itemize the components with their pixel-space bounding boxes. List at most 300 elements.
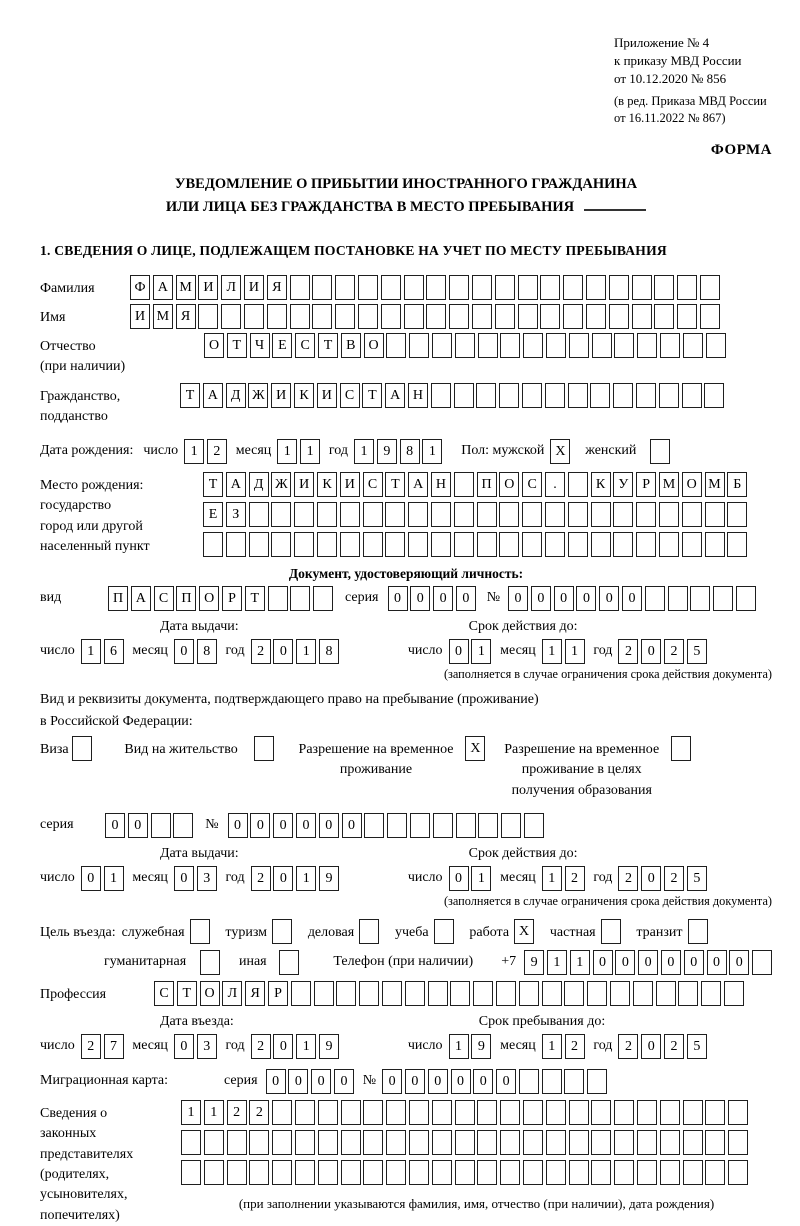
- char-box[interactable]: [359, 981, 379, 1006]
- char-box[interactable]: [476, 383, 496, 408]
- char-box[interactable]: [724, 981, 744, 1006]
- char-box[interactable]: [472, 275, 492, 300]
- char-box[interactable]: [682, 532, 702, 557]
- char-box[interactable]: 5: [687, 639, 707, 664]
- identity-expiry-month[interactable]: [542, 639, 588, 664]
- char-box[interactable]: 2: [618, 1034, 638, 1059]
- char-box[interactable]: [313, 586, 333, 611]
- char-box[interactable]: [591, 1100, 611, 1125]
- char-box[interactable]: [728, 1160, 748, 1185]
- char-box[interactable]: [272, 1130, 292, 1155]
- char-box[interactable]: 0: [311, 1069, 331, 1094]
- char-box[interactable]: 0: [599, 586, 619, 611]
- char-box[interactable]: [364, 813, 384, 838]
- char-box[interactable]: 0: [319, 813, 339, 838]
- char-box[interactable]: [454, 502, 474, 527]
- purpose-turizm-checkbox[interactable]: [272, 919, 295, 944]
- identity-kind-input[interactable]: [108, 586, 336, 611]
- birth-month-input[interactable]: [277, 439, 323, 464]
- char-box[interactable]: [409, 1160, 429, 1185]
- char-box[interactable]: Т: [318, 333, 338, 358]
- char-box[interactable]: [705, 502, 725, 527]
- char-box[interactable]: М: [705, 472, 725, 497]
- char-box[interactable]: 1: [471, 639, 491, 664]
- char-box[interactable]: [341, 1130, 361, 1155]
- char-box[interactable]: [317, 532, 337, 557]
- char-box[interactable]: 0: [288, 1069, 308, 1094]
- representatives-input-2[interactable]: [181, 1130, 751, 1155]
- char-box[interactable]: И: [244, 275, 264, 300]
- char-box[interactable]: [518, 275, 538, 300]
- char-box[interactable]: 3: [197, 866, 217, 891]
- migration-number-input[interactable]: [382, 1069, 610, 1094]
- char-box[interactable]: 1: [449, 1034, 469, 1059]
- char-box[interactable]: [500, 1160, 520, 1185]
- char-box[interactable]: 0: [105, 813, 125, 838]
- residence-issue-month[interactable]: [174, 866, 220, 891]
- char-box[interactable]: 0: [707, 950, 727, 975]
- residence-series-input[interactable]: [105, 813, 196, 838]
- char-box[interactable]: 0: [250, 813, 270, 838]
- char-box[interactable]: А: [408, 472, 428, 497]
- char-box[interactable]: [500, 333, 520, 358]
- char-box[interactable]: [752, 950, 772, 975]
- char-box[interactable]: [279, 950, 299, 975]
- char-box[interactable]: Н: [431, 472, 451, 497]
- char-box[interactable]: 1: [422, 439, 442, 464]
- char-box[interactable]: [477, 502, 497, 527]
- char-box[interactable]: [434, 919, 454, 944]
- char-box[interactable]: С: [340, 383, 360, 408]
- char-box[interactable]: [591, 502, 611, 527]
- char-box[interactable]: О: [682, 472, 702, 497]
- char-box[interactable]: [700, 304, 720, 329]
- char-box[interactable]: Т: [227, 333, 247, 358]
- birth-place-input-1[interactable]: [203, 472, 750, 497]
- char-box[interactable]: 0: [684, 950, 704, 975]
- char-box[interactable]: 1: [184, 439, 204, 464]
- char-box[interactable]: [290, 275, 310, 300]
- char-box[interactable]: [272, 1160, 292, 1185]
- char-box[interactable]: [181, 1130, 201, 1155]
- char-box[interactable]: 0: [729, 950, 749, 975]
- char-box[interactable]: [341, 1160, 361, 1185]
- char-box[interactable]: Т: [177, 981, 197, 1006]
- char-box[interactable]: [690, 586, 710, 611]
- sex-male-checkbox[interactable]: [550, 439, 573, 464]
- char-box[interactable]: [226, 532, 246, 557]
- char-box[interactable]: [432, 333, 452, 358]
- char-box[interactable]: И: [294, 472, 314, 497]
- char-box[interactable]: 0: [576, 586, 596, 611]
- residence-expiry-day[interactable]: [449, 866, 495, 891]
- char-box[interactable]: [363, 1100, 383, 1125]
- char-box[interactable]: [568, 383, 588, 408]
- char-box[interactable]: [404, 304, 424, 329]
- char-box[interactable]: [499, 383, 519, 408]
- char-box[interactable]: [312, 275, 332, 300]
- char-box[interactable]: [381, 304, 401, 329]
- char-box[interactable]: [540, 275, 560, 300]
- birth-place-input-2[interactable]: [203, 502, 750, 527]
- char-box[interactable]: [660, 1160, 680, 1185]
- char-box[interactable]: Ж: [248, 383, 268, 408]
- char-box[interactable]: [408, 502, 428, 527]
- char-box[interactable]: 2: [664, 639, 684, 664]
- char-box[interactable]: Л: [221, 275, 241, 300]
- name-input[interactable]: [130, 304, 723, 329]
- char-box[interactable]: 1: [570, 950, 590, 975]
- char-box[interactable]: [546, 1100, 566, 1125]
- char-box[interactable]: 1: [277, 439, 297, 464]
- char-box[interactable]: 2: [227, 1100, 247, 1125]
- char-box[interactable]: 0: [273, 813, 293, 838]
- char-box[interactable]: [290, 586, 310, 611]
- char-box[interactable]: [449, 304, 469, 329]
- entry-day[interactable]: [81, 1034, 127, 1059]
- char-box[interactable]: [249, 532, 269, 557]
- representatives-input-1[interactable]: [181, 1100, 751, 1125]
- surname-input[interactable]: [130, 275, 723, 300]
- char-box[interactable]: 5: [687, 866, 707, 891]
- char-box[interactable]: 2: [664, 866, 684, 891]
- char-box[interactable]: [294, 532, 314, 557]
- char-box[interactable]: Т: [245, 586, 265, 611]
- char-box[interactable]: [341, 1100, 361, 1125]
- char-box[interactable]: [496, 981, 516, 1006]
- char-box[interactable]: [72, 736, 92, 761]
- char-box[interactable]: [688, 919, 708, 944]
- char-box[interactable]: X: [465, 736, 485, 761]
- char-box[interactable]: У: [613, 472, 633, 497]
- char-box[interactable]: [609, 304, 629, 329]
- char-box[interactable]: Я: [245, 981, 265, 1006]
- char-box[interactable]: [477, 532, 497, 557]
- char-box[interactable]: [601, 919, 621, 944]
- visa-checkbox[interactable]: [72, 736, 95, 761]
- char-box[interactable]: Т: [180, 383, 200, 408]
- char-box[interactable]: [668, 586, 688, 611]
- char-box[interactable]: [522, 502, 542, 527]
- char-box[interactable]: 0: [428, 1069, 448, 1094]
- char-box[interactable]: [522, 383, 542, 408]
- char-box[interactable]: [654, 304, 674, 329]
- char-box[interactable]: [677, 275, 697, 300]
- char-box[interactable]: [363, 1130, 383, 1155]
- char-box[interactable]: [700, 275, 720, 300]
- char-box[interactable]: Р: [636, 472, 656, 497]
- char-box[interactable]: 0: [449, 866, 469, 891]
- char-box[interactable]: 0: [661, 950, 681, 975]
- char-box[interactable]: 2: [251, 639, 271, 664]
- residence-expiry-year[interactable]: [618, 866, 709, 891]
- char-box[interactable]: [272, 919, 292, 944]
- char-box[interactable]: О: [204, 333, 224, 358]
- char-box[interactable]: К: [317, 472, 337, 497]
- identity-series-input[interactable]: [388, 586, 479, 611]
- char-box[interactable]: 7: [104, 1034, 124, 1059]
- char-box[interactable]: [477, 1100, 497, 1125]
- char-box[interactable]: [614, 1160, 634, 1185]
- char-box[interactable]: 0: [128, 813, 148, 838]
- char-box[interactable]: [204, 1130, 224, 1155]
- char-box[interactable]: [569, 1160, 589, 1185]
- citizenship-input[interactable]: [180, 383, 727, 408]
- purpose-tranzit-checkbox[interactable]: [688, 919, 711, 944]
- char-box[interactable]: [677, 304, 697, 329]
- char-box[interactable]: 1: [547, 950, 567, 975]
- char-box[interactable]: [386, 1160, 406, 1185]
- birth-place-input-3[interactable]: [203, 532, 750, 557]
- char-box[interactable]: 1: [542, 639, 562, 664]
- char-box[interactable]: [449, 275, 469, 300]
- residence-expiry-month[interactable]: [542, 866, 588, 891]
- char-box[interactable]: [387, 813, 407, 838]
- char-box[interactable]: [524, 813, 544, 838]
- purpose-gumanitarnaya-checkbox[interactable]: [200, 950, 223, 975]
- char-box[interactable]: 1: [300, 439, 320, 464]
- char-box[interactable]: [200, 950, 220, 975]
- char-box[interactable]: [272, 1100, 292, 1125]
- char-box[interactable]: [569, 1130, 589, 1155]
- char-box[interactable]: [335, 275, 355, 300]
- char-box[interactable]: 1: [296, 639, 316, 664]
- char-box[interactable]: В: [341, 333, 361, 358]
- char-box[interactable]: [455, 1160, 475, 1185]
- char-box[interactable]: [495, 304, 515, 329]
- char-box[interactable]: [358, 275, 378, 300]
- char-box[interactable]: [473, 981, 493, 1006]
- char-box[interactable]: 0: [641, 1034, 661, 1059]
- stay-month[interactable]: [542, 1034, 588, 1059]
- char-box[interactable]: [683, 1130, 703, 1155]
- char-box[interactable]: [728, 1100, 748, 1125]
- char-box[interactable]: [495, 275, 515, 300]
- char-box[interactable]: 5: [687, 1034, 707, 1059]
- char-box[interactable]: [386, 1100, 406, 1125]
- char-box[interactable]: [318, 1100, 338, 1125]
- char-box[interactable]: 1: [296, 1034, 316, 1059]
- char-box[interactable]: [386, 333, 406, 358]
- char-box[interactable]: [249, 1130, 269, 1155]
- char-box[interactable]: [705, 1100, 725, 1125]
- char-box[interactable]: [546, 1130, 566, 1155]
- char-box[interactable]: [426, 304, 446, 329]
- char-box[interactable]: [295, 1160, 315, 1185]
- char-box[interactable]: [587, 981, 607, 1006]
- char-box[interactable]: [181, 1160, 201, 1185]
- char-box[interactable]: О: [199, 586, 219, 611]
- char-box[interactable]: [478, 333, 498, 358]
- char-box[interactable]: [564, 1069, 584, 1094]
- char-box[interactable]: [431, 532, 451, 557]
- char-box[interactable]: 2: [249, 1100, 269, 1125]
- char-box[interactable]: [586, 275, 606, 300]
- char-box[interactable]: [613, 383, 633, 408]
- char-box[interactable]: 8: [400, 439, 420, 464]
- char-box[interactable]: Д: [249, 472, 269, 497]
- char-box[interactable]: [359, 919, 379, 944]
- char-box[interactable]: П: [176, 586, 196, 611]
- char-box[interactable]: [546, 333, 566, 358]
- char-box[interactable]: 0: [641, 866, 661, 891]
- char-box[interactable]: [477, 1130, 497, 1155]
- char-box[interactable]: [499, 502, 519, 527]
- char-box[interactable]: [636, 502, 656, 527]
- char-box[interactable]: А: [385, 383, 405, 408]
- char-box[interactable]: [363, 1160, 383, 1185]
- char-box[interactable]: 0: [405, 1069, 425, 1094]
- char-box[interactable]: Т: [203, 472, 223, 497]
- char-box[interactable]: [318, 1130, 338, 1155]
- char-box[interactable]: И: [130, 304, 150, 329]
- char-box[interactable]: [659, 532, 679, 557]
- char-box[interactable]: [454, 383, 474, 408]
- char-box[interactable]: 9: [377, 439, 397, 464]
- char-box[interactable]: [613, 502, 633, 527]
- char-box[interactable]: 1: [565, 639, 585, 664]
- char-box[interactable]: [404, 275, 424, 300]
- char-box[interactable]: [314, 981, 334, 1006]
- char-box[interactable]: [501, 813, 521, 838]
- char-box[interactable]: [363, 532, 383, 557]
- purpose-chastnaya-checkbox[interactable]: [601, 919, 624, 944]
- char-box[interactable]: 2: [618, 639, 638, 664]
- char-box[interactable]: 1: [81, 639, 101, 664]
- char-box[interactable]: [381, 275, 401, 300]
- char-box[interactable]: 2: [664, 1034, 684, 1059]
- char-box[interactable]: К: [591, 472, 611, 497]
- char-box[interactable]: 2: [565, 866, 585, 891]
- char-box[interactable]: [683, 1100, 703, 1125]
- char-box[interactable]: [660, 1130, 680, 1155]
- char-box[interactable]: [614, 1100, 634, 1125]
- char-box[interactable]: 2: [251, 1034, 271, 1059]
- char-box[interactable]: Я: [267, 275, 287, 300]
- char-box[interactable]: [382, 981, 402, 1006]
- residence-permit-checkbox[interactable]: [254, 736, 277, 761]
- char-box[interactable]: И: [198, 275, 218, 300]
- stay-year[interactable]: [618, 1034, 709, 1059]
- char-box[interactable]: П: [477, 472, 497, 497]
- char-box[interactable]: С: [154, 586, 174, 611]
- char-box[interactable]: [728, 1130, 748, 1155]
- residence-issue-day[interactable]: [81, 866, 127, 891]
- char-box[interactable]: [432, 1130, 452, 1155]
- residence-number-input[interactable]: [228, 813, 547, 838]
- char-box[interactable]: С: [363, 472, 383, 497]
- char-box[interactable]: [317, 502, 337, 527]
- char-box[interactable]: М: [659, 472, 679, 497]
- char-box[interactable]: [385, 502, 405, 527]
- char-box[interactable]: [545, 502, 565, 527]
- char-box[interactable]: О: [364, 333, 384, 358]
- char-box[interactable]: [736, 586, 756, 611]
- char-box[interactable]: [568, 532, 588, 557]
- char-box[interactable]: 2: [251, 866, 271, 891]
- char-box[interactable]: [523, 1160, 543, 1185]
- char-box[interactable]: Р: [268, 981, 288, 1006]
- char-box[interactable]: [659, 502, 679, 527]
- patronymic-input[interactable]: [204, 333, 728, 358]
- char-box[interactable]: [592, 333, 612, 358]
- char-box[interactable]: 0: [266, 1069, 286, 1094]
- char-box[interactable]: [249, 1160, 269, 1185]
- char-box[interactable]: [428, 981, 448, 1006]
- char-box[interactable]: [203, 532, 223, 557]
- char-box[interactable]: 0: [342, 813, 362, 838]
- char-box[interactable]: 0: [174, 639, 194, 664]
- char-box[interactable]: 1: [354, 439, 374, 464]
- char-box[interactable]: [614, 333, 634, 358]
- char-box[interactable]: [500, 1130, 520, 1155]
- char-box[interactable]: И: [271, 383, 291, 408]
- char-box[interactable]: [271, 532, 291, 557]
- char-box[interactable]: Ч: [250, 333, 270, 358]
- char-box[interactable]: Ж: [271, 472, 291, 497]
- stay-day[interactable]: [449, 1034, 495, 1059]
- char-box[interactable]: [249, 502, 269, 527]
- char-box[interactable]: [523, 333, 543, 358]
- char-box[interactable]: 1: [542, 866, 562, 891]
- char-box[interactable]: К: [294, 383, 314, 408]
- char-box[interactable]: [706, 333, 726, 358]
- sex-female-checkbox[interactable]: [650, 439, 673, 464]
- char-box[interactable]: [431, 502, 451, 527]
- char-box[interactable]: 0: [615, 950, 635, 975]
- char-box[interactable]: [386, 1130, 406, 1155]
- char-box[interactable]: 9: [319, 1034, 339, 1059]
- char-box[interactable]: М: [153, 304, 173, 329]
- char-box[interactable]: [701, 981, 721, 1006]
- char-box[interactable]: [408, 532, 428, 557]
- profession-input[interactable]: [154, 981, 747, 1006]
- char-box[interactable]: 0: [508, 586, 528, 611]
- char-box[interactable]: [363, 502, 383, 527]
- char-box[interactable]: 0: [641, 639, 661, 664]
- char-box[interactable]: 0: [410, 586, 430, 611]
- char-box[interactable]: [727, 532, 747, 557]
- purpose-ucheba-checkbox[interactable]: [434, 919, 457, 944]
- char-box[interactable]: 0: [473, 1069, 493, 1094]
- char-box[interactable]: [450, 981, 470, 1006]
- char-box[interactable]: [227, 1130, 247, 1155]
- char-box[interactable]: Т: [385, 472, 405, 497]
- char-box[interactable]: [632, 275, 652, 300]
- char-box[interactable]: [586, 304, 606, 329]
- identity-expiry-year[interactable]: [618, 639, 709, 664]
- edu-permit-checkbox[interactable]: [671, 736, 694, 761]
- char-box[interactable]: 0: [496, 1069, 516, 1094]
- char-box[interactable]: [478, 813, 498, 838]
- char-box[interactable]: [645, 586, 665, 611]
- char-box[interactable]: 1: [181, 1100, 201, 1125]
- char-box[interactable]: 0: [81, 866, 101, 891]
- char-box[interactable]: [198, 304, 218, 329]
- char-box[interactable]: А: [131, 586, 151, 611]
- char-box[interactable]: 1: [204, 1100, 224, 1125]
- char-box[interactable]: 0: [593, 950, 613, 975]
- char-box[interactable]: 8: [197, 639, 217, 664]
- char-box[interactable]: [385, 532, 405, 557]
- birth-year-input[interactable]: [354, 439, 445, 464]
- char-box[interactable]: 0: [273, 639, 293, 664]
- char-box[interactable]: 0: [433, 586, 453, 611]
- char-box[interactable]: [636, 383, 656, 408]
- char-box[interactable]: 0: [388, 586, 408, 611]
- char-box[interactable]: [271, 502, 291, 527]
- char-box[interactable]: [614, 1130, 634, 1155]
